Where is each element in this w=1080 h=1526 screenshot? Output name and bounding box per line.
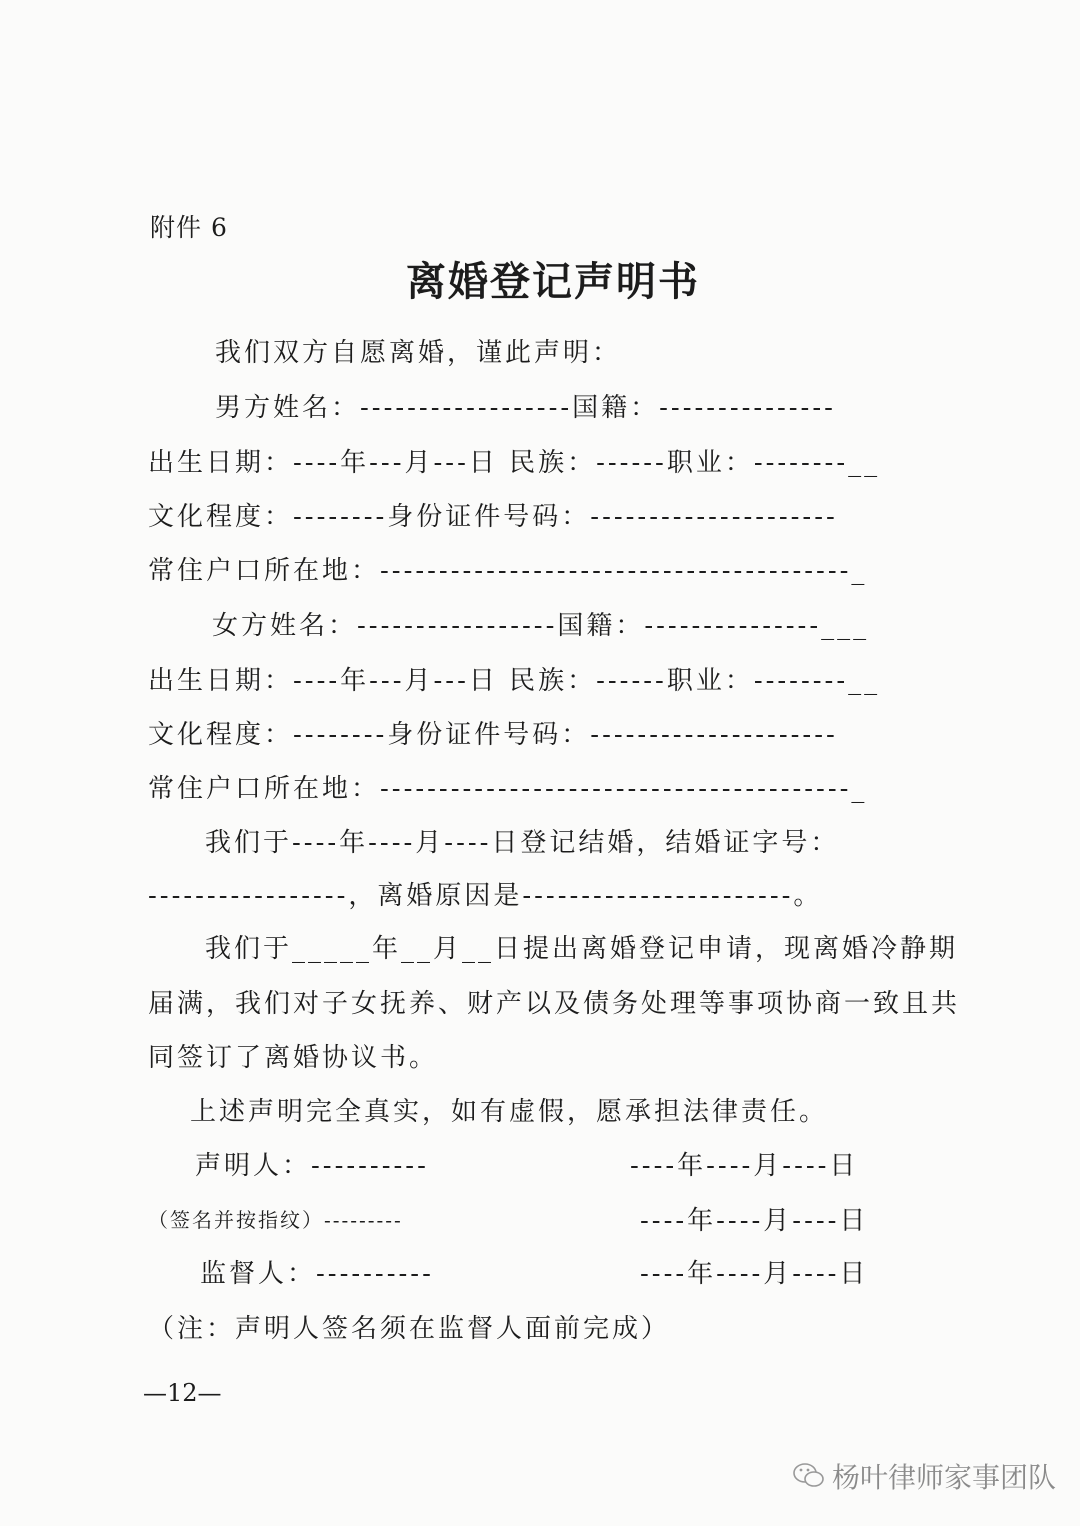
intro-statement: 我们双方自愿离婚，谨此声明： (215, 338, 622, 368)
sign-date-field: ----年----月----日 (640, 1206, 869, 1236)
watermark-text: 杨叶律师家事团队 (832, 1461, 1057, 1494)
declarant-signature-field: 声明人：---------- (195, 1151, 429, 1181)
male-name-nationality-field: 男方姓名：------------------国籍：--------------- (215, 393, 836, 423)
watermark (792, 1456, 1056, 1496)
female-education-id-field: 文化程度：--------身份证件号码：--------------------- (148, 720, 838, 750)
application-paragraph-line-1: 我们于_____年__月__日提出离婚登记申请，现离婚冷静期 (205, 934, 959, 964)
signing-note: （注：声明人签名须在监督人面前完成） (148, 1314, 671, 1344)
declarant-date-field: ----年----月----日 (630, 1151, 859, 1181)
document-title: 离婚登记声明书 (406, 258, 700, 305)
divorce-reason-field: -----------------，离婚原因是-----------------------。 (148, 881, 823, 911)
male-residence-field: 常住户口所在地：----------------------------------------_ (148, 556, 868, 586)
female-birth-ethnicity-occupation-field: 出生日期：----年---月---日 民族：------职业：--------__ (148, 666, 881, 696)
attachment-label: 附件 6 (150, 213, 228, 242)
female-residence-field: 常住户口所在地：----------------------------------------_ (148, 774, 868, 804)
sign-fingerprint-field: （签名并按指纹）--------- (148, 1208, 403, 1232)
female-name-nationality-field: 女方姓名：-----------------国籍：---------------___ (212, 611, 870, 641)
supervisor-signature-field: 监督人：---------- (200, 1259, 434, 1289)
application-paragraph-line-3: 同签订了离婚协议书。 (148, 1043, 439, 1073)
page-number: —12— (143, 1379, 222, 1407)
male-birth-ethnicity-occupation-field: 出生日期：----年---月---日 民族：------职业：--------__ (148, 448, 881, 478)
wechat-icon (792, 1461, 826, 1491)
truth-statement: 上述声明完全真实，如有虚假，愿承担法律责任。 (190, 1097, 829, 1127)
male-education-id-field: 文化程度：--------身份证件号码：--------------------- (148, 502, 838, 532)
marriage-registration-field: 我们于----年----月----日登记结婚，结婚证字号： (205, 828, 840, 858)
application-paragraph-line-2: 届满，我们对子女抚养、财产以及债务处理等事项协商一致且共 (148, 989, 961, 1019)
supervisor-date-field: ----年----月----日 (640, 1259, 869, 1289)
